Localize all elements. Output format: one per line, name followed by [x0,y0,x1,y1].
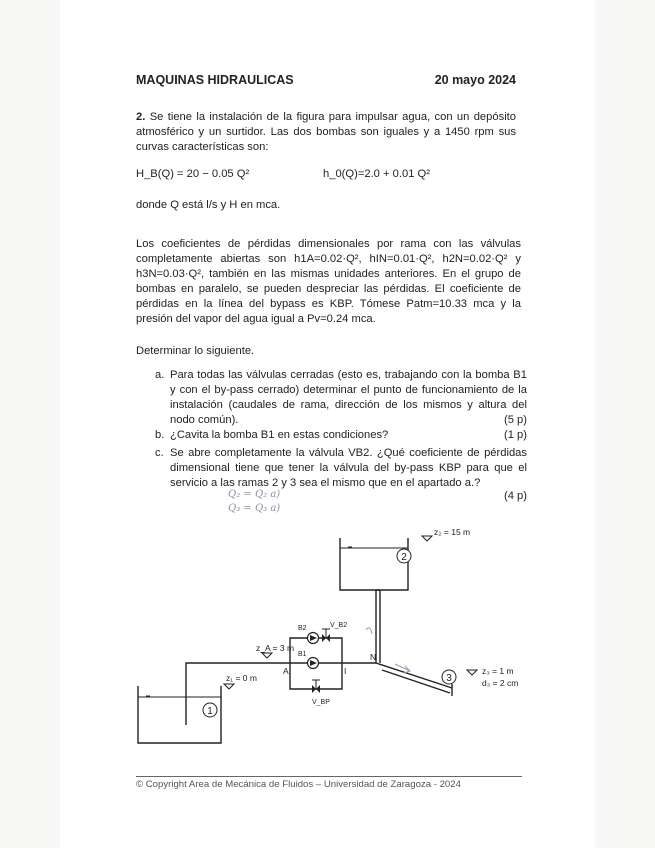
z1-label: z₁ = 0 m [226,673,257,683]
tank-2 [340,538,408,590]
problem-number: 2. [136,111,146,123]
question-a-points: (5 p) [503,414,527,426]
question-c-points: (4 p) [503,490,527,502]
z3-label: z₃ = 1 m [482,666,514,676]
question-a-label: a. [155,369,165,381]
za-level-marker [262,653,272,658]
footer-copyright: © Copyright Area de Mecánica de Fluidos – Universidad de Zaragoza - 2024 [136,776,522,790]
curve-h0: h_0(Q)=2.0 + 0.01 Q² [323,168,430,180]
pencil-mark-1 [366,628,372,634]
pump-b2-label: B2 [298,625,307,632]
node-a-label: A [283,666,289,676]
question-a-text: Para todas las válvulas cerradas (esto es, trabajando con la bomba B1 y con el by-pass cerrado) determinar el punto de funcionamiento de la instalación (caudales de rama, dirección de los mismos y altura del nodo común). [170,369,527,426]
losses-paragraph: Los coeficientes de pérdidas dimensionales por rama con las válvulas completamente abiertas son h1A=0.02·Q², hIN=0.01·Q², h2N=0.02·Q² y h3N=0.03·Q², también en las mismas unidades anteriores. En el grupo de bombas en paralelo, se pueden despreciar las pérdidas. El coeficiente de pérdidas en la línea del bypass es KBP. Tómese Patm=10.33 mca y la presión del vapor del agua igual a Pv=0.24 mca. [136,238,521,325]
question-b-text: ¿Cavita la bomba B1 en estas condiciones? [170,429,389,441]
question-b-points: (1 p) [503,429,527,441]
tank-1-number: 1 [207,706,213,717]
handwritten-note-q2: Q₂ = Q₂ a) [228,489,281,500]
z2-level-marker [422,536,432,541]
tank-3-number: 3 [446,673,452,684]
problem-intro-text: Se tiene la instalación de la figura para impulsar agua, con un depósito atmosférico y un surtidor. Las dos bombas son iguales y a 1450 rpm sus curvas características son: [136,111,517,153]
tank-2-number: 2 [401,552,407,563]
pipe-to-nozzle-wall [382,670,450,693]
z2-label: z₂ = 15 m [434,527,471,537]
pipe-to-nozzle [376,663,452,688]
question-c-text: Se abre completamente la válvula VB2. ¿Qué coeficiente de pérdidas dimensional tiene que tener la válvula del by-pass KBP para que el servicio a las ramas 2 y 3 sea el mismo que en el apartado a.? [170,447,527,489]
pump-b1-label: B1 [298,651,307,658]
curve-hb: H_B(Q) = 20 − 0.05 Q² [136,168,250,180]
z1-level-marker [224,684,234,689]
valve-vbp-label: V_BP [312,699,330,706]
handwritten-note-q3: Q₃ = Q₃ a) [228,503,281,514]
node-i-label: I [344,666,347,676]
node-n-label: N [370,652,377,662]
question-c-label: c. [155,447,164,459]
determine-heading: Determinar lo siguiente. [136,345,255,357]
valve-vb2-label: V_B2 [330,622,348,629]
units-note: donde Q está l/s y H en mca. [136,199,281,211]
za-label: z_A = 3 m [256,643,295,653]
exam-date: 20 mayo 2024 [434,73,516,87]
z3-level-marker [467,670,477,675]
question-b-label: b. [155,429,165,441]
course-title: MAQUINAS HIDRAULICAS [136,73,294,87]
d3-label: d₃ = 2 cm [482,678,519,688]
